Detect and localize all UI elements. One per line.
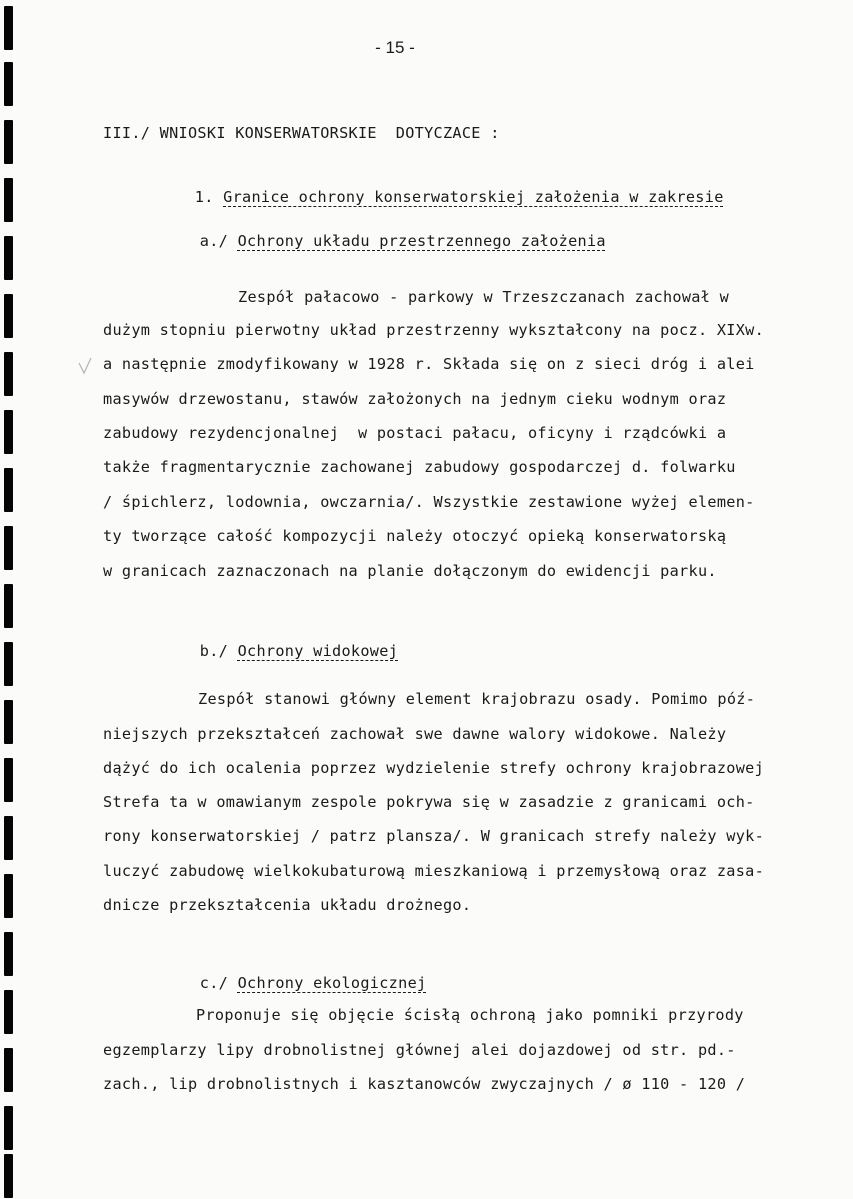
binding-hole xyxy=(4,178,13,222)
text-line: / śpichlerz, lodownia, owczarnia/. Wszystkie zestawione wyżej elemen- xyxy=(103,493,755,511)
subsection-a-heading xyxy=(162,211,606,271)
text-line: niejszych przekształceń zachował swe dawne walory widokowe. Należy xyxy=(103,725,727,743)
text-line: Strefa ta w omawianym zespole pokrywa się w zasadzie z granicami och- xyxy=(103,793,755,811)
text-line: w granicach zaznaczonach na planie dołączonym do ewidencji parku. xyxy=(103,562,717,580)
binding-hole xyxy=(4,1048,13,1092)
check-mark-icon xyxy=(78,357,92,375)
page-number: - 15 - xyxy=(375,38,415,57)
text-line: rony konserwatorskiej / patrz plansza/. W granicach strefy należy wyk- xyxy=(103,827,765,845)
binding-hole xyxy=(4,468,13,512)
text-line: dążyć do ich ocalenia poprzez wydzielenie strefy ochrony krajobrazowej xyxy=(103,759,765,777)
text-line: dużym stopniu pierwotny układ przestrzenny wykształcony na pocz. XIXw. xyxy=(103,321,765,339)
section-heading: III./ WNIOSKI KONSERWATORSKIE DOTYCZACE : xyxy=(103,124,500,142)
binding-hole xyxy=(4,874,13,918)
text-line: także fragmentarycznie zachowanej zabudowy gospodarczej d. folwarku xyxy=(103,458,736,476)
subsection-a-label: a./ xyxy=(199,232,229,250)
binding-hole xyxy=(4,700,13,744)
point-1-number: 1. xyxy=(194,188,214,206)
binding-holes xyxy=(4,0,14,1199)
binding-hole xyxy=(4,410,13,454)
binding-hole xyxy=(4,584,13,628)
text-line: zach., lip drobnolistnych i kasztanowców zwyczajnych / ø 110 - 120 / xyxy=(103,1075,746,1093)
text-line: luczyć zabudowę wielkokubaturową mieszkaniową i przemysłową oraz zasa- xyxy=(103,862,765,880)
binding-hole xyxy=(4,62,13,106)
text-line: a następnie zmodyfikowany w 1928 r. Składa się on z sieci dróg i alei xyxy=(103,355,755,373)
text-line: ty tworzące całość kompozycji należy otoczyć opieką konserwatorską xyxy=(103,527,727,545)
subsection-c-label: c./ xyxy=(199,974,229,992)
binding-hole xyxy=(4,526,13,570)
binding-hole xyxy=(4,816,13,860)
text-line: dnicze przekształcenia układu drożnego. xyxy=(103,896,472,914)
text-line: zabudowy rezydencjonalnej w postaci pałacu, oficyny i rządcówki a xyxy=(103,424,727,442)
binding-hole xyxy=(4,352,13,396)
binding-hole xyxy=(4,758,13,802)
text-line: Zespół pałacowo - parkowy w Trzeszczanach zachował w xyxy=(238,288,730,306)
subsection-c-title: Ochrony ekologicznej xyxy=(237,974,427,992)
binding-hole xyxy=(4,294,13,338)
text-line: Proponuje się objęcie ścisłą ochroną jako pomniki przyrody xyxy=(196,1006,744,1024)
binding-hole xyxy=(4,642,13,686)
binding-hole xyxy=(4,932,13,976)
binding-hole xyxy=(4,1106,13,1150)
subsection-b-title: Ochrony widokowej xyxy=(237,642,399,660)
subsection-c-heading xyxy=(162,953,426,1013)
binding-hole xyxy=(4,990,13,1034)
binding-hole xyxy=(4,236,13,280)
binding-hole xyxy=(4,120,13,164)
subsection-b-heading xyxy=(162,621,398,681)
subsection-b-label: b./ xyxy=(199,642,229,660)
text-line: egzemplarzy lipy drobnolistnej głównej alei dojazdowej od str. pd.- xyxy=(103,1041,736,1059)
text-line: Zespół stanowi główny element krajobrazu osady. Pomimo póź- xyxy=(198,690,756,708)
subsection-a-title: Ochrony układu przestrzennego założenia xyxy=(237,232,606,250)
binding-hole xyxy=(4,1154,13,1198)
text-line: masywów drzewostanu, stawów założonych na jednym cieku wodnym oraz xyxy=(103,390,727,408)
point-1-title: Granice ochrony konserwatorskiej założenia w zakresie xyxy=(223,188,724,206)
